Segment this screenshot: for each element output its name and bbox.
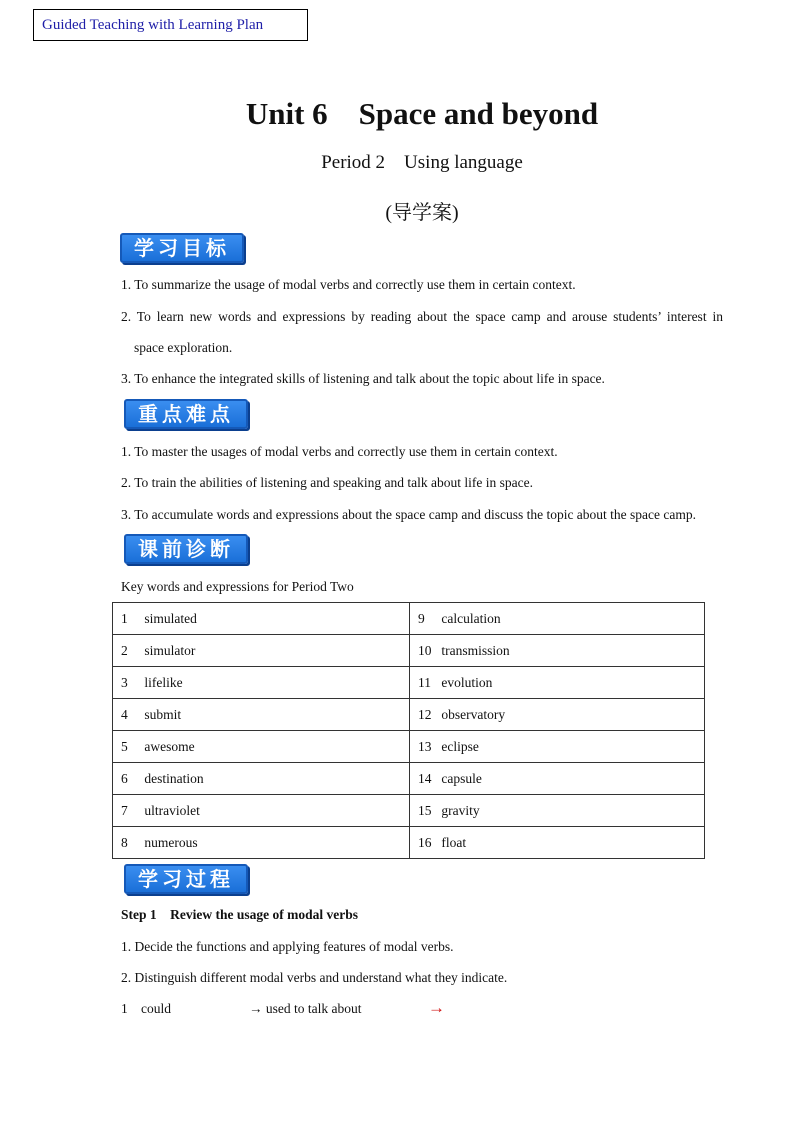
table-caption: Key words and expressions for Period Two — [121, 579, 354, 594]
step-1-heading: Step 1 Review the usage of modal verbs — [121, 907, 358, 922]
preview-badge: 课前诊断 — [124, 534, 248, 564]
page-title: Unit 6 Space and beyond — [245, 96, 599, 131]
key-words-table — [112, 602, 705, 859]
process-badge: 学习过程 — [124, 864, 248, 894]
word-number: 2 — [121, 642, 128, 658]
word-text: lifelike — [144, 674, 183, 690]
red-arrow-icon: → — [428, 998, 445, 1017]
word-number: 3 — [121, 674, 128, 690]
word-number: 13 — [418, 738, 432, 754]
key-point-item-1: 1. To master the usages of modal verbs and correctly use them in certain context. — [121, 444, 558, 459]
table-cell-right — [410, 827, 705, 859]
word-number: 9 — [418, 610, 425, 626]
objective-item-1: 1. To summarize the usage of modal verbs and correctly use them in certain context. — [121, 277, 576, 292]
word-number: 5 — [121, 738, 128, 754]
objectives-badge: 学习目标 — [120, 233, 244, 263]
word-text: submit — [144, 706, 182, 722]
page-subtitle: Period 2 Using language — [321, 152, 523, 173]
word-number: 14 — [418, 770, 432, 786]
word-text: eclipse — [441, 738, 479, 754]
word-text: numerous — [144, 834, 198, 850]
table-cell-left — [113, 603, 410, 635]
table-row — [113, 667, 705, 699]
header-label: Guided Teaching with Learning Plan — [33, 9, 308, 41]
key-points-badge: 重点难点 — [124, 399, 248, 429]
table-row — [113, 763, 705, 795]
word-number: 8 — [121, 834, 128, 850]
table-cell-right — [410, 699, 705, 731]
word-text: simulator — [144, 642, 196, 658]
modal-row-word: could — [141, 1001, 171, 1016]
table-cell-right — [410, 763, 705, 795]
word-text: gravity — [441, 802, 480, 818]
table-row — [113, 603, 705, 635]
table-cell-left — [113, 763, 410, 795]
table-cell-right — [410, 667, 705, 699]
table-row — [113, 635, 705, 667]
word-number: 10 — [418, 642, 432, 658]
objective-item-2: 2. To learn new words and expressions by reading about the space camp and arouse students’ interest in — [121, 309, 723, 324]
table-cell-left — [113, 795, 410, 827]
table-cell-left — [113, 699, 410, 731]
table-row — [113, 731, 705, 763]
word-text: awesome — [144, 738, 195, 754]
table-cell-left — [113, 827, 410, 859]
word-number: 7 — [121, 802, 128, 818]
process-item-2: 2. Distinguish different modal verbs and understand what they indicate. — [121, 970, 508, 985]
table-cell-right — [410, 603, 705, 635]
page-subtitle-cn: (导学案) — [385, 202, 459, 224]
word-number: 16 — [418, 834, 432, 850]
word-number: 12 — [418, 706, 432, 722]
modal-row-desc: → used to talk about — [249, 1001, 362, 1016]
table-cell-left — [113, 667, 410, 699]
key-point-item-3: 3. To accumulate words and expressions about the space camp and discuss the topic about the space camp. — [121, 507, 697, 522]
table-cell-right — [410, 795, 705, 827]
key-point-item-2: 2. To train the abilities of listening and speaking and talk about life in space. — [121, 475, 533, 490]
table-row — [113, 699, 705, 731]
word-number: 15 — [418, 802, 432, 818]
word-number: 6 — [121, 770, 128, 786]
table-cell-left — [113, 731, 410, 763]
process-item-1: 1. Decide the functions and applying features of modal verbs. — [121, 939, 454, 954]
word-text: simulated — [144, 610, 197, 626]
word-text: ultraviolet — [144, 802, 200, 818]
table-row — [113, 795, 705, 827]
word-text: observatory — [441, 706, 506, 722]
word-text: transmission — [441, 642, 510, 658]
table-cell-right — [410, 731, 705, 763]
word-text: float — [441, 834, 467, 850]
objective-item-2-cont: space exploration. — [134, 340, 233, 355]
word-text: calculation — [441, 610, 501, 626]
modal-row-num: 1 — [121, 1001, 128, 1016]
word-text: capsule — [441, 770, 482, 786]
word-text: destination — [144, 770, 204, 786]
table-cell-right — [410, 635, 705, 667]
word-text: evolution — [441, 674, 493, 690]
objective-item-3: 3. To enhance the integrated skills of listening and talk about the topic about life in space. — [121, 371, 605, 386]
table-row — [113, 827, 705, 859]
word-number: 11 — [418, 674, 431, 690]
word-number: 1 — [121, 610, 128, 626]
word-number: 4 — [121, 706, 128, 722]
table-cell-left — [113, 635, 410, 667]
